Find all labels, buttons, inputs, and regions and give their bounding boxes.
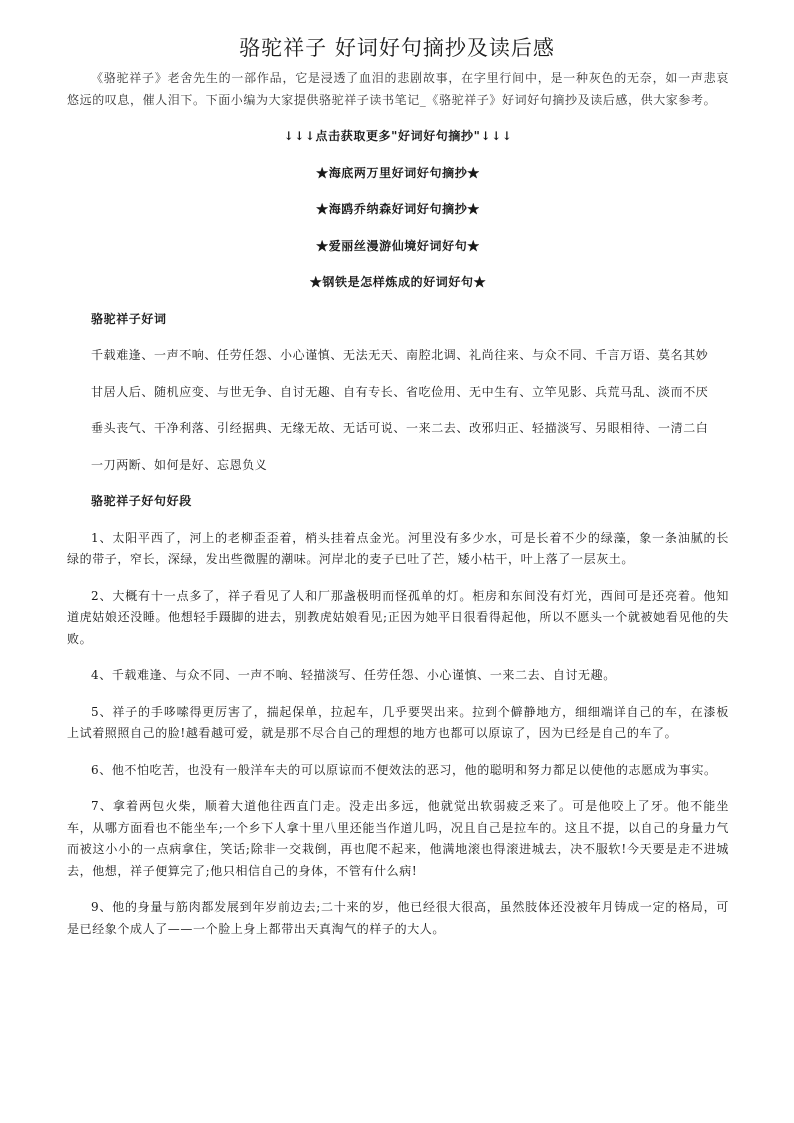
more-link-header[interactable]: [67, 126, 729, 148]
related-link[interactable]: ★钢铁是怎样炼成的好词好句★: [309, 275, 487, 289]
word-list-paragraph: 千载难逢、一声不响、任劳任怨、小心谨慎、无法无天、南腔北调、礼尚往来、与众不同、千言万语、莫名其妙: [91, 348, 709, 362]
intro-paragraph: 《骆驼祥子》老舍先生的一部作品，它是浸透了血泪的悲剧故事，在字里行间中，是一种灰色的无奈，如一声悲哀悠远的叹息，催人泪下。下面小编为大家提供骆驼祥子读书笔记_《骆驼祥子》好词好句摘抄及读后感，供大家参考。: [67, 71, 729, 107]
sentence-paragraph: 2、大概有十一点多了，祥子看见了人和厂那盏极明而怪孤单的灯。柜房和东间没有灯光，西间可是还亮着。他知道虎姑娘还没睡。他想轻手蹑脚的进去，别教虎姑娘看见;正因为她平日很看得起他，所以不愿头一个就被她看见他的失败。: [67, 588, 729, 646]
related-link-item[interactable]: [67, 236, 729, 258]
words-section-heading: 骆驼祥子好词: [91, 311, 167, 326]
sentence-paragraph: 1、太阳平西了，河上的老柳歪歪着，梢头挂着点金光。河里没有多少水，可是长着不少的绿藻，象一条油腻的长绿的带子，窄长，深绿，发出些微腥的潮味。河岸北的麦子已吐了芒，矮小枯干，叶上落了一层灰土。: [67, 530, 729, 566]
sentence-paragraph: 7、拿着两包火柴，顺着大道他往西直门走。没走出多远，他就觉出软弱疲乏来了。可是他咬上了牙。他不能坐车，从哪方面看也不能坐车;一个乡下人拿十里八里还能当作道儿吗，况且自己是拉车的。这且不提，以自己的身量力气而被这小小的一点病拿住，笑话;除非一交栽倒，再也爬不起来，他满地滚也得滚进城去，决不服软!今天要是走不进城去，他想，祥子便算完了;他只相信自己的身体，不管有什么病!: [67, 799, 729, 878]
article-body: [67, 68, 729, 955]
more-link[interactable]: ↓↓↓点击获取更多"好词好句摘抄"↓↓↓: [283, 129, 513, 143]
related-link[interactable]: ★海底两万里好词好句摘抄★: [316, 165, 480, 180]
word-list-paragraph: 垂头丧气、干净利落、引经据典、无缘无故、无话可说、一来二去、改邪归正、轻描淡写、另眼相待、一清二白: [91, 421, 709, 435]
related-link-item[interactable]: [67, 163, 729, 185]
related-link-item[interactable]: [67, 199, 729, 221]
word-list-paragraph: 一刀两断、如何是好、忘恩负义: [91, 457, 268, 472]
word-list-paragraph: 甘居人后、随机应变、与世无争、自讨无趣、自有专长、省吃俭用、无中生有、立竿见影、兵荒马乱、淡而不厌: [91, 384, 709, 399]
sentence-paragraph: 4、千载难逢、与众不同、一声不响、轻描淡写、任劳任怨、小心谨慎、一来二去、自讨无趣。: [91, 668, 616, 682]
related-link[interactable]: ★爱丽丝漫游仙境好词好句★: [316, 238, 480, 253]
related-link-item[interactable]: [67, 272, 729, 294]
sentences-section-heading: 骆驼祥子好句好段: [91, 494, 192, 508]
sentence-paragraph: 5、祥子的手哆嗦得更厉害了，揣起保单，拉起车，几乎要哭出来。拉到个僻静地方，细细端详自己的车，在漆板上试着照照自己的脸!越看越可爱，就是那不尽合自己的理想的地方也都可以原谅了，因为已经是自己的车了。: [67, 704, 729, 740]
related-link[interactable]: ★海鸥乔纳森好词好句摘抄★: [316, 202, 480, 216]
sentence-paragraph: 9、他的身量与筋肉都发展到年岁前边去;二十来的岁，他已经很大很高，虽然肢体还没被年月铸成一定的格局，可是已经象个成人了——一个脸上身上都带出天真淘气的样子的大人。: [67, 900, 729, 936]
page-title: 骆驼祥子 好词好句摘抄及读后感: [239, 36, 555, 60]
sentence-paragraph: 6、他不怕吃苦，也没有一般洋车夫的可以原谅而不便效法的恶习，他的聪明和努力都足以使他的志愿成为事实。: [91, 762, 717, 777]
